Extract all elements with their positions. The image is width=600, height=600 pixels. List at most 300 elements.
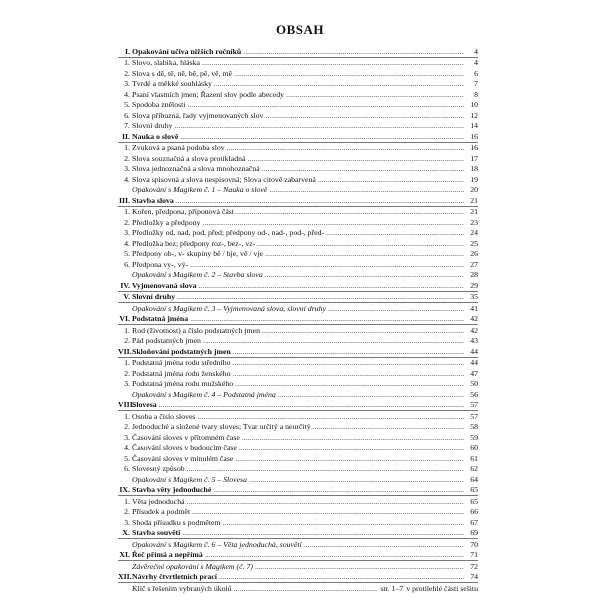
dot-leader xyxy=(269,185,464,195)
toc-section-number: VI. xyxy=(119,314,130,323)
toc-entry-cell xyxy=(132,270,464,281)
toc-entry-row xyxy=(118,68,478,79)
toc-page-number: 57 xyxy=(470,411,478,421)
toc-item-number: 6. xyxy=(124,110,130,120)
dot-leader xyxy=(187,497,464,507)
dot-leader xyxy=(182,528,464,538)
toc-entry-row xyxy=(118,453,478,464)
toc-entry-cell xyxy=(132,443,464,454)
toc-entry-cell xyxy=(132,89,464,100)
toc-entry-line xyxy=(132,562,464,572)
toc-entry-label: Slova s dě, tě, ně, bě, pě, vě, mě xyxy=(132,68,233,78)
toc-entry-line xyxy=(132,433,464,443)
toc-note: v protilehlé části sešitu xyxy=(406,583,478,593)
toc-entry-cell xyxy=(132,336,464,347)
toc-entry-line xyxy=(132,164,464,174)
toc-entry-cell xyxy=(132,379,464,390)
toc-section-row xyxy=(118,46,478,57)
toc-entry-label: Slovní druhy xyxy=(132,121,173,130)
toc-section-number: XII. xyxy=(118,572,132,581)
toc-entry-cell xyxy=(132,249,464,260)
toc-entry-cell xyxy=(132,68,464,79)
toc-page-number: 50 xyxy=(470,379,478,388)
toc-item-number: 3. xyxy=(124,228,130,237)
toc-entry-label: Závěrečné opakování s Magikem (č. 7) xyxy=(132,561,253,571)
toc-item-number: 6. xyxy=(124,464,130,473)
toc-section-row xyxy=(118,572,478,583)
toc-entry-row xyxy=(118,121,478,132)
toc-page-number: 12 xyxy=(470,110,478,120)
dot-leader xyxy=(234,584,378,594)
toc-entry-line xyxy=(132,207,464,217)
toc-entry-row xyxy=(118,517,478,528)
toc-entry-row xyxy=(118,507,478,518)
toc-entry-label: Vyjmenovaná slova xyxy=(132,280,197,290)
toc-entry-cell xyxy=(132,110,464,121)
toc-entry-line xyxy=(132,326,464,336)
toc-entry-cell xyxy=(132,432,464,443)
toc-item-number: 1. xyxy=(124,207,130,216)
toc-entry-label: Slova souznačná a slova protikladná xyxy=(132,153,246,163)
toc-entry-label: Jednoduché a složené tvary sloves; Tvar určitý a neurčitý xyxy=(132,422,311,431)
dot-leader xyxy=(242,433,464,443)
toc-entry-line xyxy=(132,111,464,121)
toc-entry-line xyxy=(132,358,464,368)
toc-entry-label: Rod (životnost) a číslo podstatných jmen xyxy=(132,325,260,335)
toc-entry-label: Opakování s Magikem č. 2 – Stavba slova xyxy=(132,270,263,279)
dot-leader xyxy=(159,400,464,410)
toc-entry-cell xyxy=(132,79,464,90)
dot-leader xyxy=(202,218,464,228)
dot-leader xyxy=(214,79,464,89)
toc-page-number: 16 xyxy=(464,131,478,142)
toc-section-number: IV. xyxy=(118,280,132,291)
toc-entry-label: Zvuková a psaná podoba slov xyxy=(132,143,225,152)
toc-page-number: 42 xyxy=(464,314,478,325)
toc-page-number: 8 xyxy=(474,89,478,99)
toc-review-row xyxy=(118,389,478,400)
toc-review-row xyxy=(118,474,478,485)
dot-leader xyxy=(278,390,464,400)
toc-entry-cell xyxy=(132,485,464,496)
toc-page-number: 74 xyxy=(464,572,478,583)
toc-page-number: 7 xyxy=(474,79,478,88)
toc-entry-row xyxy=(118,357,478,368)
toc-entry-label: Slovní druhy xyxy=(132,292,176,301)
toc-section-row xyxy=(118,195,478,206)
toc-entry-line xyxy=(132,485,464,495)
toc-entry-line xyxy=(132,90,464,100)
toc-entry-line xyxy=(132,475,464,485)
dot-leader xyxy=(262,326,464,336)
toc-entry-cell xyxy=(132,185,464,196)
toc-page-number: 72 xyxy=(470,561,478,571)
dot-leader xyxy=(235,379,464,389)
toc-page-number: 59 xyxy=(470,432,478,442)
dot-leader xyxy=(262,164,464,174)
dot-leader xyxy=(249,475,464,485)
toc-entry-label: Věta jednoduchá xyxy=(132,496,185,506)
dot-leader xyxy=(255,562,464,572)
dot-leader xyxy=(180,132,464,142)
toc-entry-cell xyxy=(132,280,464,291)
toc-item-number: 2. xyxy=(124,422,130,431)
toc-entry-cell xyxy=(132,164,464,175)
toc-page-number: 23 xyxy=(470,217,478,227)
toc-entry-label: Předpony ob-, v- skupiny bě / bje, vě / vje xyxy=(132,249,264,258)
toc-page-number: 14 xyxy=(470,121,478,130)
toc-item-number: 5. xyxy=(124,453,130,463)
toc-item-number: 4. xyxy=(124,238,130,248)
toc-entry-line xyxy=(132,69,464,79)
toc-page-number: 43 xyxy=(470,336,478,345)
toc-entry-label: Podstatná jména xyxy=(132,314,189,323)
toc-entry-label: Podstatná jména rodu středního xyxy=(132,358,231,367)
toc-entry-line xyxy=(132,507,464,517)
toc-entry-line xyxy=(132,270,464,280)
dot-leader xyxy=(175,121,464,131)
toc-entry-line xyxy=(132,572,464,582)
toc-review-row xyxy=(118,303,478,314)
toc-review-row xyxy=(118,185,478,196)
toc-page-number: 25 xyxy=(470,238,478,248)
toc-item-number: 2. xyxy=(124,368,130,378)
toc-entry-line xyxy=(132,143,464,153)
toc-page-number: 65 xyxy=(470,496,478,506)
toc-page-number: 69 xyxy=(464,528,478,539)
toc-entry-row xyxy=(118,238,478,249)
toc-entry-row xyxy=(118,110,478,121)
toc-entry-line xyxy=(132,369,464,379)
toc-entry-line xyxy=(132,584,478,594)
toc-entry-line xyxy=(132,550,464,560)
toc-entry-line xyxy=(132,400,464,410)
toc-entry-line xyxy=(132,100,464,110)
toc-section-number: V. xyxy=(118,291,132,303)
toc-entry-row xyxy=(118,411,478,422)
toc-entry-label: Slovesa xyxy=(132,400,157,409)
toc-item-number xyxy=(118,561,132,572)
dot-leader xyxy=(265,270,464,280)
toc-entry-label: Stavba souvětí xyxy=(132,528,181,537)
dot-leader xyxy=(257,239,464,249)
toc-entry-line xyxy=(132,347,464,357)
dot-leader xyxy=(234,69,464,79)
toc-item-number: 1. xyxy=(124,496,130,506)
toc-page-range: str. 1–7 xyxy=(380,583,404,593)
toc-review-row xyxy=(118,561,478,572)
toc-item-number xyxy=(118,539,132,550)
toc-entry-line xyxy=(132,185,464,195)
toc-entry-line xyxy=(132,528,464,538)
toc-entry-line xyxy=(132,314,464,324)
toc-page-number: 71 xyxy=(464,550,478,561)
toc-entry-line xyxy=(132,292,464,302)
toc-entry-row xyxy=(118,259,478,270)
toc-entry-line xyxy=(132,239,464,249)
dot-leader xyxy=(198,281,464,291)
toc-entry-row xyxy=(118,79,478,90)
toc-item-number: 1. xyxy=(124,325,130,335)
dot-leader xyxy=(233,369,464,379)
toc-page-number: 20 xyxy=(470,185,478,194)
toc-item-number xyxy=(118,474,132,485)
toc-entry-row xyxy=(118,336,478,347)
toc-entry-label: Spodoba znělosti xyxy=(132,100,186,109)
toc-entry-cell xyxy=(132,357,464,368)
toc-entry-label: Kořen, předpona, příponová část xyxy=(132,207,234,216)
toc-item-number: 3. xyxy=(124,432,130,442)
toc-section-number: II. xyxy=(118,131,132,142)
toc-section-row xyxy=(118,485,478,496)
toc-entry-cell xyxy=(132,228,464,239)
toc-page-number: 21 xyxy=(470,207,478,216)
dot-leader xyxy=(187,464,464,474)
toc-page-number: 6 xyxy=(474,68,478,78)
toc-entry-row xyxy=(118,464,478,475)
toc-page-number: 42 xyxy=(470,325,478,335)
dot-leader xyxy=(265,111,464,121)
dot-leader xyxy=(190,260,464,270)
toc-entry-row xyxy=(118,422,478,433)
toc-item-number xyxy=(118,583,132,594)
toc-item-number: 2. xyxy=(124,507,130,516)
toc-entry-label: Časování sloves v budoucím čase xyxy=(132,443,237,452)
toc-item-number xyxy=(118,389,132,400)
toc-section-row xyxy=(118,528,478,539)
toc-page-number: 41 xyxy=(470,303,478,313)
toc-entry-label: Slova jednoznačná a slova mnohoznačná xyxy=(132,164,260,173)
toc-entry-cell xyxy=(132,57,464,68)
toc-entry-line xyxy=(132,422,464,432)
dot-leader xyxy=(286,90,464,100)
toc-page-number: 60 xyxy=(470,443,478,452)
dot-leader xyxy=(177,292,464,302)
toc-section-row xyxy=(118,280,478,291)
dot-leader xyxy=(203,336,464,346)
toc-entry-cell xyxy=(132,314,464,325)
toc-entry-cell xyxy=(132,507,464,518)
dot-leader xyxy=(219,572,464,582)
toc-page-number: 10 xyxy=(470,100,478,109)
toc-entry-label: Osoba a číslo sloves xyxy=(132,411,196,421)
toc-entry-cell xyxy=(132,303,464,314)
toc-page-number: 64 xyxy=(470,474,478,484)
toc-section-number: XI. xyxy=(119,550,130,559)
toc-page-number: 65 xyxy=(464,485,478,496)
toc-entry-label: Slovo, slabika, hláska xyxy=(132,58,200,67)
toc-entry-label: Skloňování podstatných jmen xyxy=(132,346,231,356)
toc-item-number: 3. xyxy=(124,79,130,88)
toc-entry-line xyxy=(132,336,464,346)
toc-page-number: 16 xyxy=(470,143,478,152)
toc-entry-line xyxy=(132,464,464,474)
toc-page-number: 19 xyxy=(470,174,478,184)
toc-item-number: 4. xyxy=(124,174,130,184)
toc-entry-cell xyxy=(132,550,464,561)
toc-entry-label: Stavba věty jednoduché xyxy=(132,485,212,494)
toc-section-number: IX. xyxy=(119,485,130,494)
toc-item-number: 4. xyxy=(124,89,130,99)
toc-entry-label: Přísudek a podmět xyxy=(132,507,191,516)
dot-leader xyxy=(227,143,464,153)
toc-page-number: 44 xyxy=(464,346,478,357)
toc-entry-cell xyxy=(132,572,464,583)
toc-entry-line xyxy=(132,454,464,464)
toc-entry-line xyxy=(132,443,464,453)
toc-entry-row xyxy=(118,249,478,260)
toc-entry-cell xyxy=(132,346,464,357)
toc-rows xyxy=(118,46,478,594)
toc-entry-line xyxy=(132,379,464,389)
toc-section-number: I. xyxy=(118,46,132,57)
toc-section-row xyxy=(118,131,478,142)
toc-entry-cell xyxy=(132,464,464,475)
toc-entry-label: Předložky a předpony xyxy=(132,217,201,227)
toc-page-number: 66 xyxy=(470,507,478,516)
toc-review-row xyxy=(118,539,478,550)
toc-section-row xyxy=(118,400,478,411)
toc-item-number: 2. xyxy=(124,217,130,227)
toc-section-row xyxy=(118,346,478,357)
dot-leader xyxy=(213,485,464,495)
toc-section-number: VII. xyxy=(118,346,132,356)
toc-entry-label: Opakování s Magikem č. 6 – Věta jednoduchá, souvětí xyxy=(132,539,302,549)
toc-section-row xyxy=(118,314,478,325)
toc-entry-cell xyxy=(132,583,478,594)
toc-entry-label: Pád podstatných jmen xyxy=(132,336,201,345)
toc-item-number: 2. xyxy=(124,68,130,78)
toc-entry-cell xyxy=(132,422,464,433)
toc-page-number: 57 xyxy=(464,400,478,411)
dot-leader xyxy=(235,454,464,464)
toc-entry-line xyxy=(132,412,464,422)
toc-page-number: 61 xyxy=(470,453,478,463)
toc-entry-line xyxy=(132,154,464,164)
toc-entry-cell xyxy=(132,325,464,336)
toc-review-row xyxy=(118,270,478,281)
toc-item-number: 2. xyxy=(124,336,130,345)
toc-entry-label: Předložky od, nad, pod, před; předpony od-, nad-, pod-, před- xyxy=(132,228,325,237)
toc-entry-line xyxy=(132,47,464,57)
toc-entry-label: Předpona vy-, vý- xyxy=(132,259,189,269)
page-title: OBSAH xyxy=(275,22,324,37)
table-of-contents xyxy=(118,46,478,594)
toc-entry-row xyxy=(118,89,478,100)
toc-entry-label: Shoda přísudku s podmětem xyxy=(132,517,221,527)
toc-entry-row xyxy=(118,153,478,164)
toc-item-number: 1. xyxy=(124,411,130,421)
toc-page-number: 18 xyxy=(470,164,478,173)
toc-entry-cell xyxy=(132,368,464,379)
toc-entry-line xyxy=(132,260,464,270)
toc-entry-label: Nauka o slově xyxy=(132,131,179,141)
toc-page-number: 26 xyxy=(470,249,478,258)
toc-item-number: 1. xyxy=(124,143,130,152)
dot-leader xyxy=(188,100,465,110)
toc-entry-line xyxy=(132,281,464,291)
toc-entry-cell xyxy=(132,131,464,142)
toc-entry-cell xyxy=(132,46,464,57)
toc-entry-label: Psaní vlastních jmen; Řazení slov podle abecedy xyxy=(132,89,285,99)
toc-entry-row xyxy=(118,379,478,390)
toc-item-number: 3. xyxy=(124,379,130,388)
toc-page-number: 21 xyxy=(464,195,478,206)
toc-entry-label: Opakování s Magikem č. 5 – Slovesa xyxy=(132,474,247,484)
toc-entry-label: Návrhy čtvrtletních prací xyxy=(132,572,217,581)
toc-entry-line xyxy=(132,79,464,89)
toc-entry-line xyxy=(132,249,464,259)
dot-leader xyxy=(205,550,464,560)
toc-entry-line xyxy=(132,518,464,528)
toc-entry-label: Opakování s Magikem č. 1 – Nauka o slově xyxy=(132,185,268,194)
toc-entry-row xyxy=(118,368,478,379)
toc-entry-cell xyxy=(132,217,464,228)
toc-entry-cell xyxy=(132,121,464,132)
toc-entry-cell xyxy=(132,528,464,539)
toc-entry-cell xyxy=(132,453,464,464)
toc-page-number: 58 xyxy=(470,422,478,431)
toc-entry-label: Tvrdé a měkké souhlásky xyxy=(132,79,212,88)
toc-entry-cell xyxy=(132,206,464,217)
toc-page-number: 24 xyxy=(470,228,478,237)
toc-entry-label: Časování sloves v minulém čase xyxy=(132,453,234,463)
toc-item-number: 3. xyxy=(124,164,130,173)
toc-entry-label: Podstatná jména rodu mužského xyxy=(132,379,234,388)
toc-page-number: 62 xyxy=(470,464,478,473)
toc-page-number: 56 xyxy=(470,389,478,399)
toc-entry-label: Opakování s Magikem č. 4 – Podstatná jména xyxy=(132,389,276,399)
toc-entry-row xyxy=(118,325,478,336)
toc-item-number: 7. xyxy=(124,121,130,130)
toc-entry-cell xyxy=(132,517,464,528)
toc-entry-line xyxy=(132,540,464,550)
toc-item-number: 6. xyxy=(124,259,130,269)
toc-item-number: 3. xyxy=(124,517,130,527)
toc-page-number: 28 xyxy=(470,270,478,279)
toc-entry-label: Slovesný způsob xyxy=(132,464,185,473)
toc-entry-line xyxy=(132,175,464,185)
dot-leader xyxy=(236,207,464,217)
toc-item-number: 5. xyxy=(124,100,130,109)
toc-entry-cell xyxy=(132,195,464,206)
toc-item-number: 1. xyxy=(124,58,130,67)
toc-item-number xyxy=(118,303,132,314)
toc-item-number xyxy=(118,270,132,281)
toc-entry-line xyxy=(132,304,464,314)
toc-entry-cell xyxy=(132,411,464,422)
toc-item-number: 1. xyxy=(124,358,130,367)
toc-entry-cell xyxy=(132,142,464,153)
dot-leader xyxy=(223,518,464,528)
toc-entry-label: Slova příbuzná, řady vyjmenovaných slov xyxy=(132,110,264,120)
toc-section-number: X. xyxy=(118,528,132,539)
dot-leader xyxy=(202,58,464,68)
dot-leader xyxy=(243,47,464,57)
toc-section-number: III. xyxy=(118,195,130,205)
toc-entry-cell xyxy=(132,153,464,164)
toc-entry-row xyxy=(118,228,478,239)
toc-page-number: 4 xyxy=(464,46,478,57)
toc-entry-label: Klíč s řešením vybraných úkolů xyxy=(132,583,232,593)
toc-entry-line xyxy=(132,58,464,68)
toc-entry-cell xyxy=(132,238,464,249)
dot-leader xyxy=(247,154,464,164)
toc-entry-label: Slova spisovná a slova nespisovná; Slova citově zabarvená xyxy=(132,174,316,184)
toc-entry-label: Předložka bez; předpony roz-, bez-, vz- xyxy=(132,238,256,248)
toc-item-number: 2. xyxy=(124,153,130,163)
toc-page-number: 35 xyxy=(464,291,478,303)
